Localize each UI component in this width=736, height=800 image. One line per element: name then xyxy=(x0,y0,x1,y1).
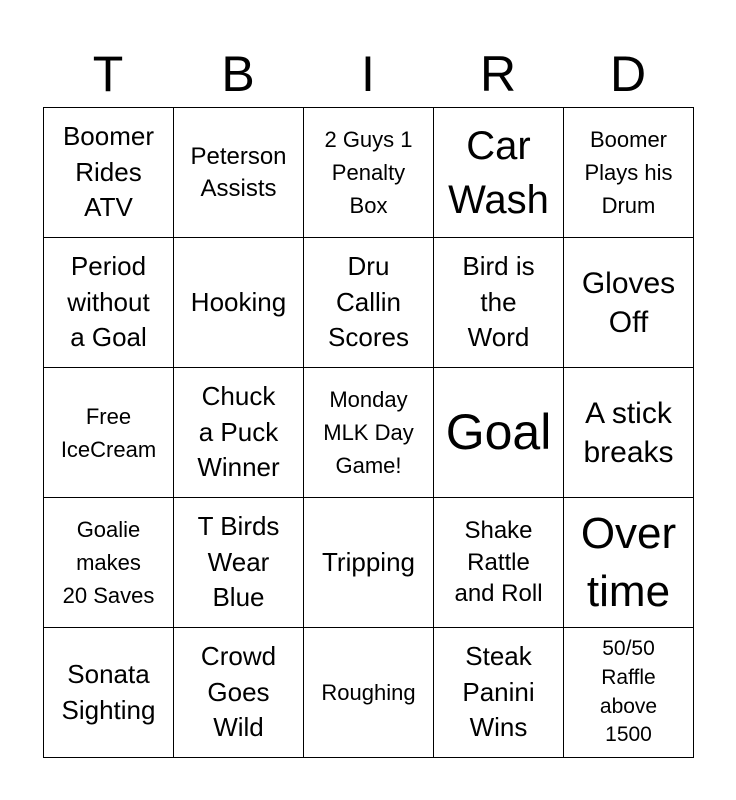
bingo-cell[interactable] xyxy=(174,628,304,758)
bingo-cell[interactable] xyxy=(174,498,304,628)
cell-text: Boomer Rides ATV xyxy=(62,120,155,223)
bingo-cell[interactable] xyxy=(434,368,564,498)
header-letter-5: D xyxy=(609,46,647,102)
bingo-board xyxy=(43,107,694,758)
bingo-cell[interactable] xyxy=(434,108,564,238)
bingo-cell[interactable] xyxy=(44,628,174,758)
cell-text: Hooking xyxy=(190,286,287,317)
bingo-cell[interactable] xyxy=(44,368,174,498)
bingo-cell[interactable] xyxy=(564,628,694,758)
cell-text: Goal xyxy=(445,404,552,460)
header-letter-1: T xyxy=(92,46,124,102)
bingo-cell[interactable] xyxy=(564,368,694,498)
cell-text: Dru Callin Scores xyxy=(328,250,409,353)
bingo-cell[interactable] xyxy=(174,238,304,368)
cell-text: A stick breaks xyxy=(583,396,674,469)
header-letter-2: B xyxy=(221,46,255,102)
cell-text: Peterson Assists xyxy=(190,142,287,202)
bingo-cell[interactable] xyxy=(434,628,564,758)
bingo-cell[interactable] xyxy=(304,628,434,758)
cell-text: Shake Rattle and Roll xyxy=(454,516,543,608)
cell-text: Over time xyxy=(580,509,677,616)
cell-text: 50/50 Raffle above 1500 xyxy=(599,636,658,747)
header-letter-3: I xyxy=(361,46,375,102)
cell-text: Monday MLK Day Game! xyxy=(323,387,414,478)
cell-text: Steak Panini Wins xyxy=(462,640,535,743)
bingo-cell[interactable] xyxy=(44,498,174,628)
cell-text: Tripping xyxy=(322,546,415,577)
header-letter-4: R xyxy=(479,46,517,102)
bingo-cell[interactable] xyxy=(44,238,174,368)
bingo-cell[interactable] xyxy=(434,498,564,628)
bingo-cell[interactable] xyxy=(564,108,694,238)
cell-text: Period without a Goal xyxy=(67,250,150,353)
bingo-cell[interactable] xyxy=(44,108,174,238)
bingo-cell[interactable] xyxy=(304,238,434,368)
bingo-cell[interactable] xyxy=(304,498,434,628)
cell-text: Chuck a Puck Winner xyxy=(197,380,280,483)
bingo-header xyxy=(43,40,693,108)
cell-text: Gloves Off xyxy=(581,266,676,339)
bingo-cell[interactable] xyxy=(174,108,304,238)
cell-text: Sonata Sighting xyxy=(61,658,156,725)
bingo-cell[interactable] xyxy=(174,368,304,498)
cell-text: Roughing xyxy=(321,680,416,705)
bingo-cell[interactable] xyxy=(304,368,434,498)
cell-text: Boomer Plays his Drum xyxy=(584,127,673,218)
cell-text: Goalie makes 20 Saves xyxy=(62,517,155,608)
cell-text: Bird is the Word xyxy=(462,250,535,353)
bingo-cell[interactable] xyxy=(564,238,694,368)
cell-text: Crowd Goes Wild xyxy=(200,640,277,743)
bingo-cell[interactable] xyxy=(304,108,434,238)
cell-text: T Birds Wear Blue xyxy=(197,510,280,613)
bingo-cell[interactable] xyxy=(434,238,564,368)
bingo-cell[interactable] xyxy=(564,498,694,628)
cell-text: Free IceCream xyxy=(60,403,157,462)
cell-text: 2 Guys 1 Penalty Box xyxy=(324,127,413,218)
cell-text: Car Wash xyxy=(448,123,549,222)
